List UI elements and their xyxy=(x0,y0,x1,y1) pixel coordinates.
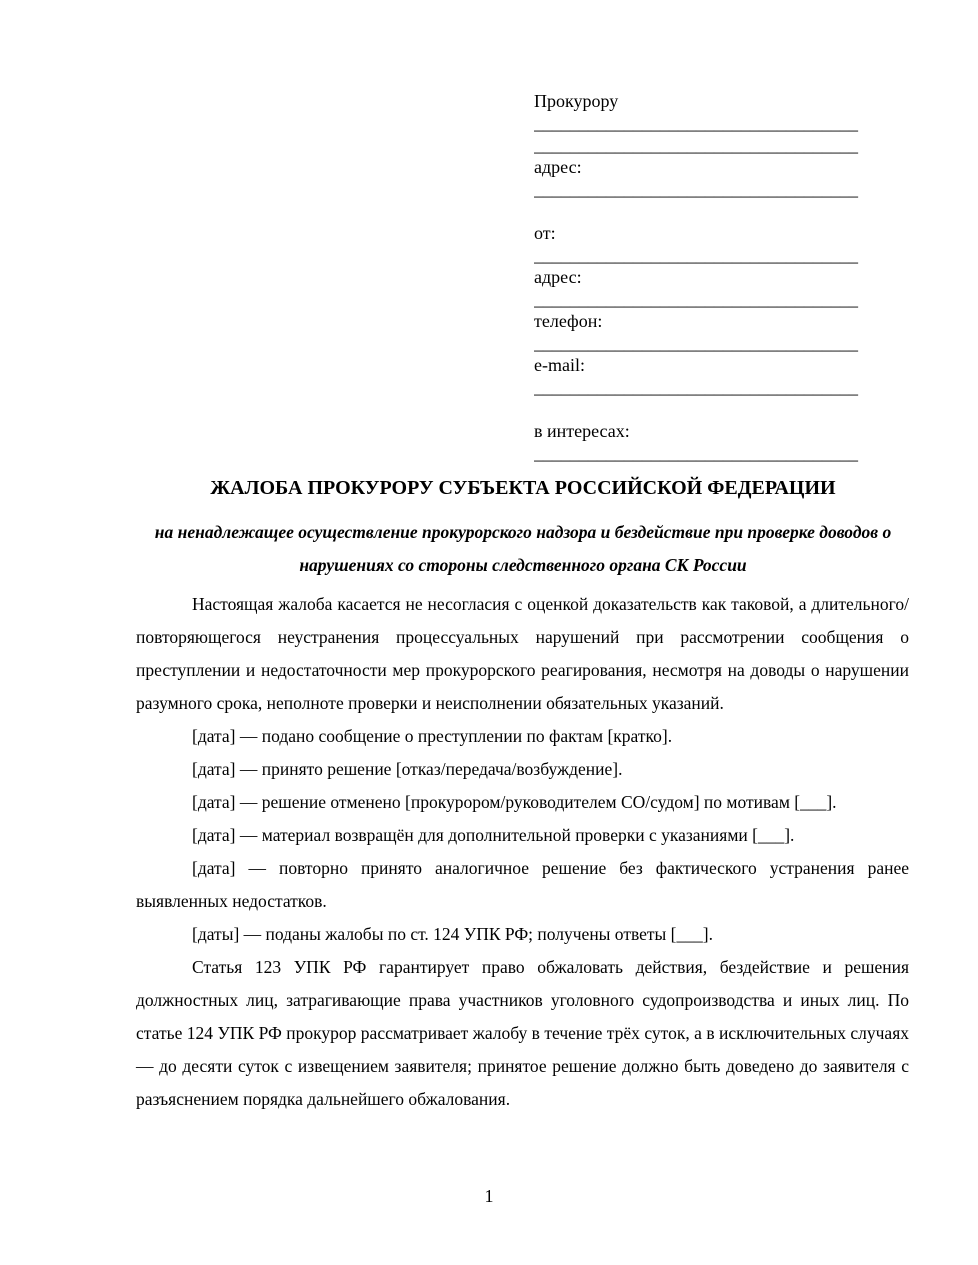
prosecutor-address-label: адрес: xyxy=(534,157,582,177)
body-paragraph: [дата] — материал возвращён для дополнительной проверки с указаниями [___]. xyxy=(192,825,795,845)
from-address-label: адрес: xyxy=(534,267,582,287)
prosecutor-name-line: ____________________________________ xyxy=(534,113,858,133)
document-title: ЖАЛОБА ПРОКУРОРУ СУБЪЕКТА РОССИЙСКОЙ ФЕДЕРАЦИИ xyxy=(210,477,836,499)
email-line: ____________________________________ xyxy=(534,377,858,397)
from-address-line: ____________________________________ xyxy=(534,289,858,309)
from-label: от: xyxy=(534,223,556,243)
prosecutor-name-line-2: ____________________________________ xyxy=(534,135,858,155)
body-paragraph: [дата] — подано сообщение о преступлении по фактам [кратко]. xyxy=(192,726,673,746)
addressee-block xyxy=(534,90,898,464)
body-paragraph: [даты] — поданы жалобы по ст. 124 УПК РФ; получены ответы [___]. xyxy=(192,924,713,944)
prosecutor-label: Прокурору xyxy=(534,91,619,111)
from-line: ____________________________________ xyxy=(534,245,858,265)
page-number: 1 xyxy=(484,1186,494,1206)
body-paragraph: [дата] — повторно принято аналогичное решение без фактического устранения ранее выявленных недостатков. xyxy=(136,858,909,911)
interests-line: ____________________________________ xyxy=(534,443,858,463)
phone-label: телефон: xyxy=(534,311,603,331)
phone-line: ____________________________________ xyxy=(534,333,858,353)
body-paragraph: [дата] — решение отменено [прокурором/руководителем СО/судом] по мотивам [___]. xyxy=(192,792,837,812)
document-subtitle: на ненадлежащее осуществление прокурорского надзора и бездействие при проверке доводов о нарушениях со стороны следственного органа СК России xyxy=(154,522,892,575)
email-label: e-mail: xyxy=(534,355,585,375)
body-paragraph: [дата] — принято решение [отказ/передача/возбуждение]. xyxy=(192,759,623,779)
interests-label: в интересах: xyxy=(534,421,630,441)
document-body xyxy=(136,588,909,1116)
body-paragraph: Статья 123 УПК РФ гарантирует право обжаловать действия, бездействие и решения должностных лиц, затрагивающие права участников уголовного судопроизводства и иных лиц. По статье 124 УПК РФ прокурор рассматривает жалобу в течение трёх суток, а в исключительных случаях — до десяти суток с извещением заявителя; принятое решение должно быть доведено до заявителя с разъяснением порядка дальнейшего обжалования. xyxy=(136,957,909,1109)
prosecutor-address-line: ____________________________________ xyxy=(534,179,858,199)
body-paragraph: Настоящая жалоба касается не несогласия с оценкой доказательств как таковой, а длительного/повторяющегося неустранения процессуальных нарушений при рассмотрении сообщения о преступлении и недостаточности мер прокурорского реагирования, несмотря на доводы о нарушении разумного срока, неполноте проверки и неисполнении обязательных указаний. xyxy=(136,594,909,713)
